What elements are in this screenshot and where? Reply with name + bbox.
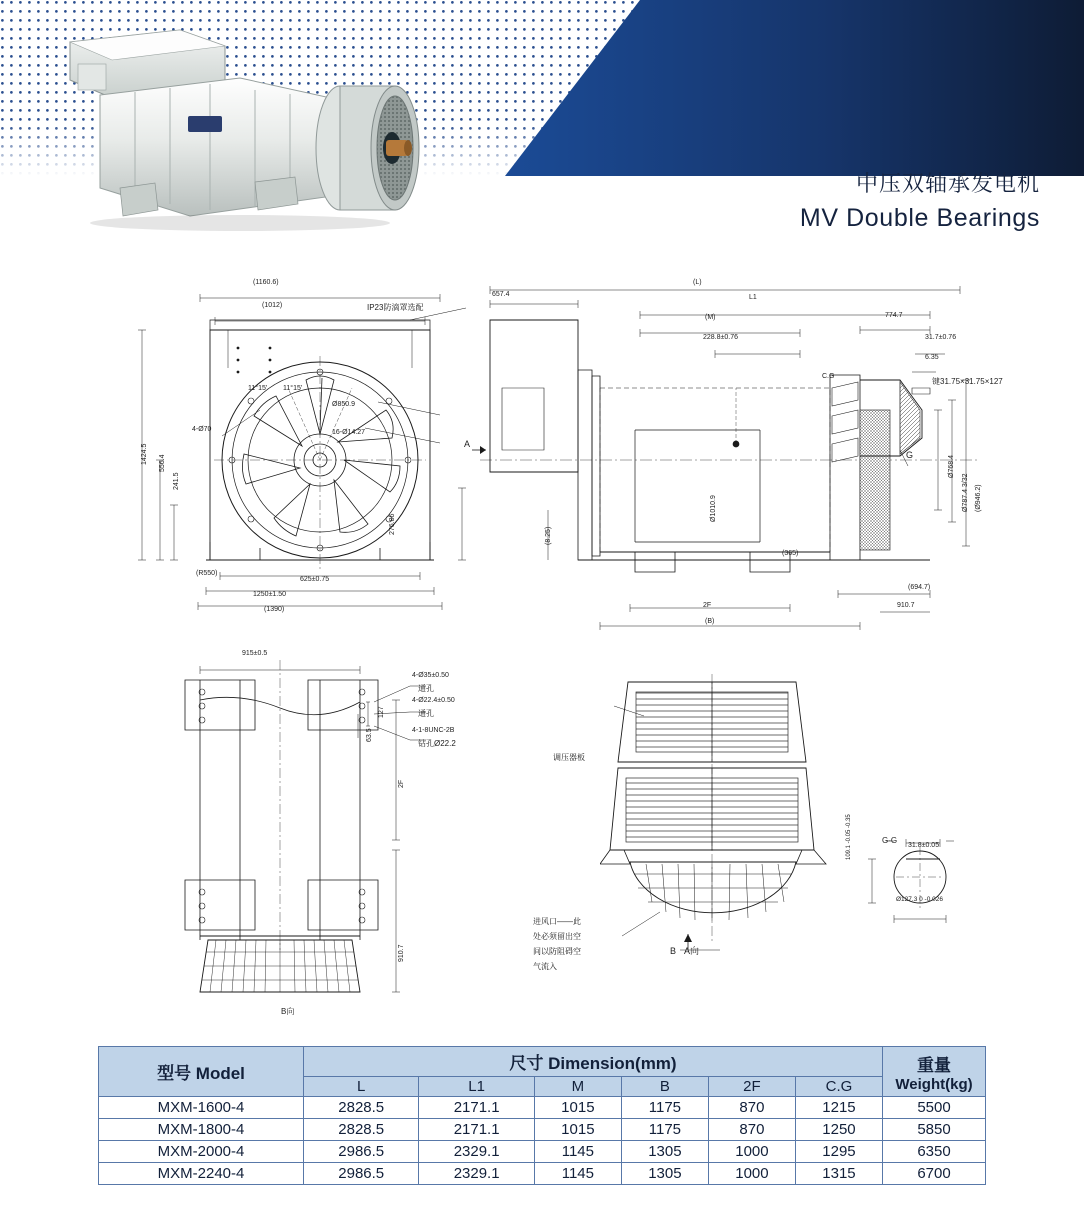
header-col-M: M bbox=[534, 1077, 621, 1097]
dim-label: 16-Ø14.27 bbox=[332, 429, 366, 436]
page-header bbox=[0, 0, 1084, 250]
spec-table-container bbox=[98, 1046, 986, 1185]
dim-label: (L) bbox=[693, 279, 702, 286]
cell-L1: 2171.1 bbox=[419, 1097, 534, 1119]
dim-label: 657.4 bbox=[492, 291, 510, 298]
dim-label: C.G bbox=[822, 373, 835, 380]
dim-label: 910.7 bbox=[897, 602, 915, 609]
dim-label: 31.8±0.05 bbox=[908, 842, 940, 849]
note-label: 4-Ø22.4±0.50 bbox=[412, 697, 455, 704]
dim-label: 625±0.75 bbox=[300, 576, 330, 583]
detail-title-gg: G-G bbox=[882, 836, 898, 845]
header-title-en: MV Double Bearings bbox=[799, 204, 1040, 233]
header-col-2F: 2F bbox=[708, 1077, 795, 1097]
header-weight-en: Weight(kg) bbox=[895, 1075, 973, 1093]
section-marker-g: G bbox=[906, 450, 914, 460]
cell-L: 2986.5 bbox=[304, 1163, 419, 1185]
dim-label: (M) bbox=[705, 314, 716, 321]
cell-L1: 2171.1 bbox=[419, 1119, 534, 1141]
cell-M: 1145 bbox=[534, 1163, 621, 1185]
header-dimension: 尺寸 Dimension(mm) bbox=[304, 1047, 883, 1077]
header-weight-cn: 重量 bbox=[917, 1055, 951, 1075]
view-marker-b: B bbox=[670, 946, 677, 956]
table-row bbox=[99, 1163, 986, 1185]
cell-2F: 870 bbox=[708, 1119, 795, 1141]
dim-label: (1390) bbox=[264, 606, 285, 613]
note-label: 间以防阻碍空 bbox=[533, 947, 581, 956]
dim-label: 556.4 bbox=[159, 454, 166, 472]
cell-L: 2828.5 bbox=[304, 1119, 419, 1141]
header-col-L1: L1 bbox=[419, 1077, 534, 1097]
side-view-drawing bbox=[460, 260, 1020, 660]
dim-label: (B) bbox=[705, 618, 715, 625]
table-row bbox=[99, 1119, 986, 1141]
cell-2F: 1000 bbox=[708, 1141, 795, 1163]
cell-CG: 1215 bbox=[795, 1097, 882, 1119]
dim-label: 241.5 bbox=[173, 472, 180, 490]
dim-label: 2F bbox=[703, 602, 712, 609]
header-title-cn: 中压双轴承发电机 bbox=[855, 171, 1040, 196]
dim-label: 915±0.5 bbox=[242, 650, 268, 657]
view-label-b: B向 bbox=[281, 1007, 295, 1016]
dim-label: L1 bbox=[749, 294, 757, 301]
cell-weight: 6350 bbox=[883, 1141, 986, 1163]
dim-label: Ø768.4 bbox=[948, 455, 955, 478]
dim-label: 2F bbox=[398, 779, 405, 788]
cell-L1: 2329.1 bbox=[419, 1163, 534, 1185]
table-row bbox=[99, 1097, 986, 1119]
dim-label: (1160.6) bbox=[253, 279, 279, 286]
cell-model: MXM-1600-4 bbox=[99, 1097, 304, 1119]
dim-label: Ø787.4 3/32 bbox=[962, 473, 969, 512]
note-label: 4-Ø35±0.50 bbox=[412, 672, 449, 679]
table-body bbox=[99, 1097, 986, 1185]
dim-label: (1012) bbox=[262, 302, 283, 309]
dim-label: 11°15' bbox=[283, 385, 303, 392]
note-label: 处必须留出空 bbox=[533, 932, 581, 941]
cell-M: 1145 bbox=[534, 1141, 621, 1163]
table-head bbox=[99, 1047, 986, 1097]
header-col-L: L bbox=[304, 1077, 419, 1097]
dim-label: 127 bbox=[378, 706, 385, 718]
cell-B: 1175 bbox=[621, 1097, 708, 1119]
note-label: 4-1-8UNC-2B bbox=[412, 727, 455, 734]
dim-label: (8.25) bbox=[545, 526, 552, 545]
cell-model: MXM-2000-4 bbox=[99, 1141, 304, 1163]
dim-label: 228.8±0.76 bbox=[703, 334, 738, 341]
technical-drawings bbox=[0, 250, 1084, 1040]
top-view-drawing bbox=[130, 640, 550, 1020]
dim-label: (Ø946.2) bbox=[975, 484, 982, 512]
cell-model: MXM-1800-4 bbox=[99, 1119, 304, 1141]
cell-CG: 1250 bbox=[795, 1119, 882, 1141]
generator-photo bbox=[40, 20, 440, 235]
dim-label: Ø1010.9 bbox=[710, 495, 717, 522]
cell-B: 1305 bbox=[621, 1141, 708, 1163]
cell-M: 1015 bbox=[534, 1119, 621, 1141]
dim-label: 774.7 bbox=[885, 312, 903, 319]
dim-label: 1250±1.50 bbox=[253, 591, 287, 598]
dim-label: 31.7±0.76 bbox=[925, 334, 957, 341]
cell-L: 2828.5 bbox=[304, 1097, 419, 1119]
cell-CG: 1315 bbox=[795, 1163, 882, 1185]
dim-label: 109.1 -0.05 -0.35 bbox=[846, 814, 852, 860]
cell-L: 2986.5 bbox=[304, 1141, 419, 1163]
cell-B: 1305 bbox=[621, 1163, 708, 1185]
dim-label: Ø127.3 0 -0.026 bbox=[896, 896, 943, 903]
cell-weight: 5850 bbox=[883, 1119, 986, 1141]
cell-weight: 6700 bbox=[883, 1163, 986, 1185]
header-col-B: B bbox=[621, 1077, 708, 1097]
dim-label: Ø850.9 bbox=[332, 401, 355, 408]
header-col-CG: C.G bbox=[795, 1077, 882, 1097]
table-header-row-1 bbox=[99, 1047, 986, 1077]
cell-2F: 870 bbox=[708, 1097, 795, 1119]
dim-label: (R550) bbox=[196, 570, 218, 577]
dim-label: 11°15' bbox=[248, 385, 268, 392]
header-weight bbox=[883, 1047, 986, 1097]
dim-label: 4-Ø70 bbox=[192, 426, 212, 433]
cell-M: 1015 bbox=[534, 1097, 621, 1119]
section-marker-a: A bbox=[464, 439, 471, 449]
note-label: 通孔 bbox=[418, 684, 434, 693]
cell-model: MXM-2240-4 bbox=[99, 1163, 304, 1185]
view-label-a: A向 bbox=[684, 946, 700, 956]
dim-label: 910.7 bbox=[398, 944, 405, 962]
note-label: 键31.75×31.75×127 bbox=[932, 377, 1003, 386]
spec-table bbox=[98, 1046, 986, 1185]
note-label: 气流入 bbox=[533, 962, 557, 971]
cell-L1: 2329.1 bbox=[419, 1141, 534, 1163]
dim-label: (694.7) bbox=[908, 584, 931, 591]
cell-CG: 1295 bbox=[795, 1141, 882, 1163]
header-title-block bbox=[800, 170, 1040, 234]
dim-label: (365) bbox=[782, 550, 799, 557]
dim-label: 276.86 bbox=[389, 513, 396, 535]
header-model: 型号 Model bbox=[99, 1047, 304, 1097]
cell-2F: 1000 bbox=[708, 1163, 795, 1185]
dim-label: 1424.5 bbox=[141, 443, 148, 465]
table-row bbox=[99, 1141, 986, 1163]
note-label: 调压器板 bbox=[553, 753, 585, 762]
dim-label: 6.35 bbox=[925, 354, 939, 361]
cell-B: 1175 bbox=[621, 1119, 708, 1141]
note-label: 钻孔Ø22.2 bbox=[418, 739, 456, 748]
note-label: IP23防滴罩选配 bbox=[367, 303, 424, 312]
cell-weight: 5500 bbox=[883, 1097, 986, 1119]
note-label: 进风口——此 bbox=[533, 917, 581, 926]
note-label: 通孔 bbox=[418, 709, 434, 718]
dim-label: 63.5 bbox=[366, 728, 373, 742]
detail-gg-drawing bbox=[850, 815, 1000, 945]
